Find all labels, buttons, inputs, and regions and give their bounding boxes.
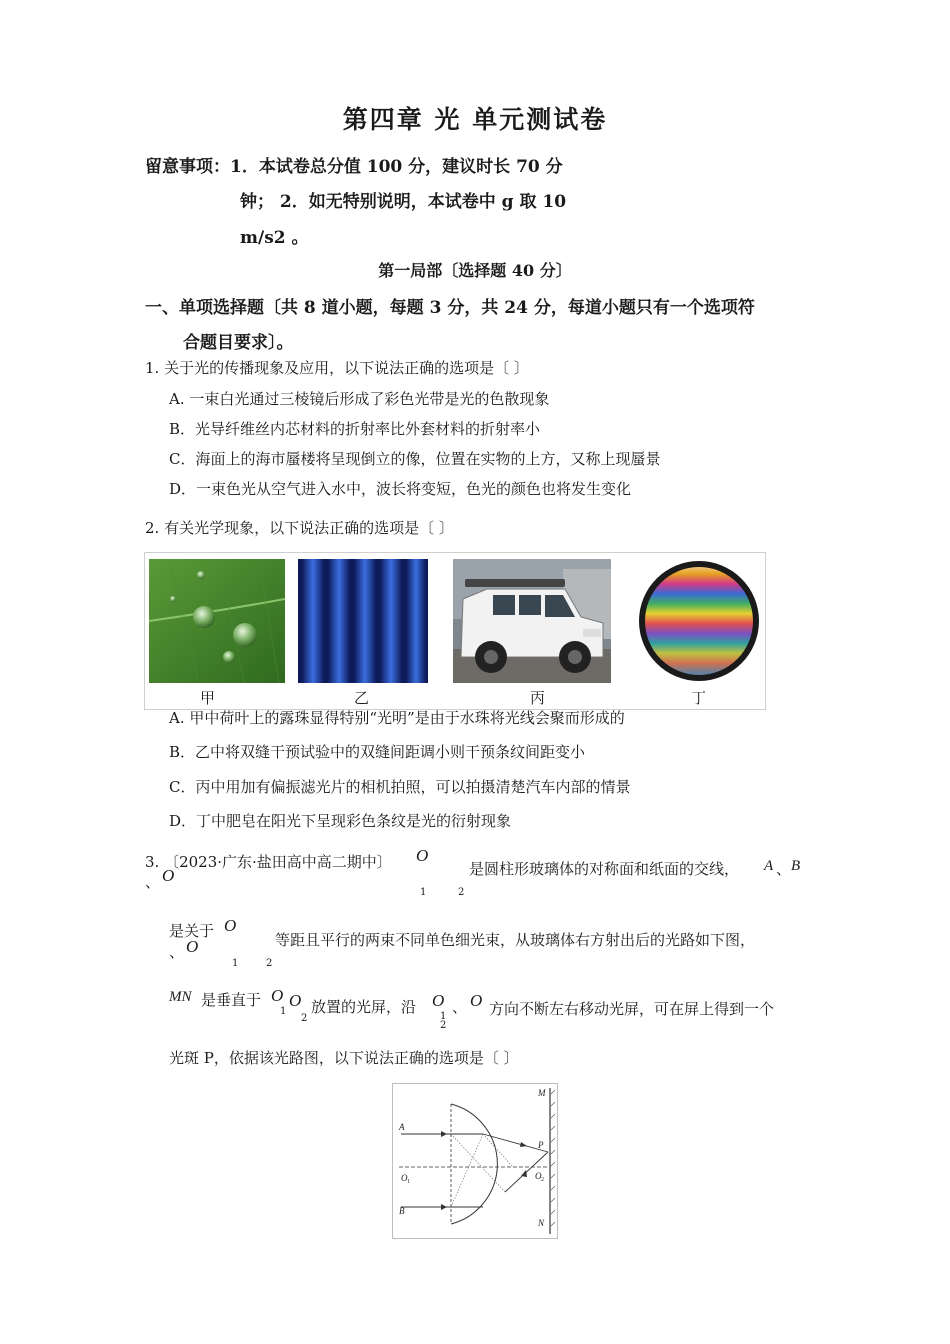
q3-line4: 光斑 P，依据该光路图，以下说法正确的选项是〔 〕 xyxy=(169,1049,519,1067)
q3-sym-o7: O xyxy=(432,991,445,1010)
q3-sym-o: O xyxy=(416,846,429,865)
section-heading-line-2: 合题目要求〕。 xyxy=(183,333,294,353)
label-o1-sub: 1 xyxy=(407,1179,410,1185)
notice-line-1: 留意事项：1．本试卷总分值 100 分，建议时长 70 分 xyxy=(145,157,563,177)
photo-soap-film xyxy=(637,559,761,683)
q3-sym-o6: O xyxy=(289,991,302,1010)
q3-sep: 、 xyxy=(776,860,792,878)
q3-sub-3: 1 xyxy=(232,958,239,969)
label-o1: O xyxy=(401,1173,408,1183)
q3-sub-2: 2 xyxy=(458,887,465,898)
q3-sym-o8: O xyxy=(470,991,483,1010)
caption-ding: 丁 xyxy=(691,689,707,707)
label-b: B xyxy=(399,1206,405,1216)
caption-jia: 甲 xyxy=(200,689,216,707)
q2-option-a: A. 甲中荷叶上的露珠显得特别“光明”是由于水珠将光线会聚而形成的 xyxy=(169,709,625,727)
q3-sym-a: A xyxy=(764,858,774,874)
q3-sub-1: 1 xyxy=(420,887,427,898)
notice-line-3: m/s2 。 xyxy=(240,228,309,248)
label-o2-sub: 2 xyxy=(541,1177,544,1183)
q2-option-d: D．丁中肥皂在阳光下呈现彩色条纹是光的衍射现象 xyxy=(169,812,512,830)
q3-sep-2: 、 xyxy=(145,873,161,891)
notice-line-2: 钟； 2．如无特别说明，本试卷中 g 取 10 xyxy=(240,192,567,212)
photo-interference-fringes xyxy=(298,559,428,683)
label-o2: O xyxy=(535,1171,542,1181)
label-a: A xyxy=(399,1122,405,1132)
q1-option-b: B．光导纤维丝内芯材料的折射率比外套材料的折射率小 xyxy=(169,420,541,438)
q1-option-a: A. 一束白光通过三棱镜后形成了彩色光带是光的色散现象 xyxy=(169,390,550,408)
q2-option-c: C．丙中用加有偏振滤光片的相机拍照，可以拍摄清楚汽车内部的情景 xyxy=(169,778,631,796)
q3-sep-4: 、 xyxy=(452,998,468,1016)
q3-line3-mid: 是垂直于 xyxy=(201,991,262,1009)
label-p: P xyxy=(538,1140,544,1150)
q3-sym-b: B xyxy=(791,858,801,874)
q3-sub-6: 2 xyxy=(301,1013,308,1024)
label-n: N xyxy=(538,1218,545,1228)
q2-option-b: B．乙中将双缝干预试验中的双缝间距调小则干预条纹间距变小 xyxy=(169,743,586,761)
q3-sep-3: 、 xyxy=(169,943,185,961)
q1-option-c: C．海面上的海市蜃楼将呈现倒立的像，位置在实物的上方，又称上现蜃景 xyxy=(169,450,661,468)
q1-option-d: D．一束色光从空气进入水中，波长将变短，色光的颜色也将发生变化 xyxy=(169,480,632,498)
page-title: 第四章 光 单元测试卷 xyxy=(342,105,608,134)
caption-yi: 乙 xyxy=(354,689,370,707)
q2-photo-strip xyxy=(144,552,766,710)
q3-sub-8: 2 xyxy=(440,1020,447,1031)
q3-sub-5: 1 xyxy=(280,1006,287,1017)
q3-sym-o3: O xyxy=(224,916,237,935)
q3-line1-post: 是圆柱形玻璃体的对称面和纸面的交线， xyxy=(469,860,740,878)
q3-sym-o4: O xyxy=(186,937,199,956)
q1-stem: 1. 关于光的传播现象及应用，以下说法正确的选项是〔 〕 xyxy=(145,359,529,377)
q3-sub-7: 1 xyxy=(440,1011,447,1022)
label-m: M xyxy=(538,1088,546,1098)
q3-line3-mid2: 放置的光屏，沿 xyxy=(311,998,417,1016)
part-heading: 第一局部〔选择题 40 分〕 xyxy=(378,261,572,280)
photo-white-suv xyxy=(453,559,611,683)
q3-sym-o2: O xyxy=(162,866,175,885)
photo-leaf-dewdrops xyxy=(149,559,285,683)
q3-line2-pre: 是关于 xyxy=(169,922,215,940)
q3-line1-pre: 3. 〔2023·广东·盐田高中高二期中〕 xyxy=(145,853,392,871)
q3-sym-mn: MN xyxy=(169,989,192,1005)
section-heading-line-1: 一、单项选择题〔共 8 道小题，每题 3 分，共 24 分，每道小题只有一个选项符 xyxy=(145,298,755,318)
q3-line2-post: 等距且平行的两束不同单色细光束，从玻璃体右方射出后的光路如下图， xyxy=(275,931,756,949)
q3-line3-post: 方向不断左右移动光屏，可在屏上得到一个 xyxy=(489,1000,775,1018)
q2-stem: 2. 有关光学现象，以下说法正确的选项是〔 〕 xyxy=(145,519,454,537)
q3-optics-diagram xyxy=(392,1083,558,1239)
q3-sub-4: 2 xyxy=(266,958,273,969)
caption-bing: 丙 xyxy=(530,689,546,707)
q3-sym-o5: O xyxy=(271,986,284,1005)
